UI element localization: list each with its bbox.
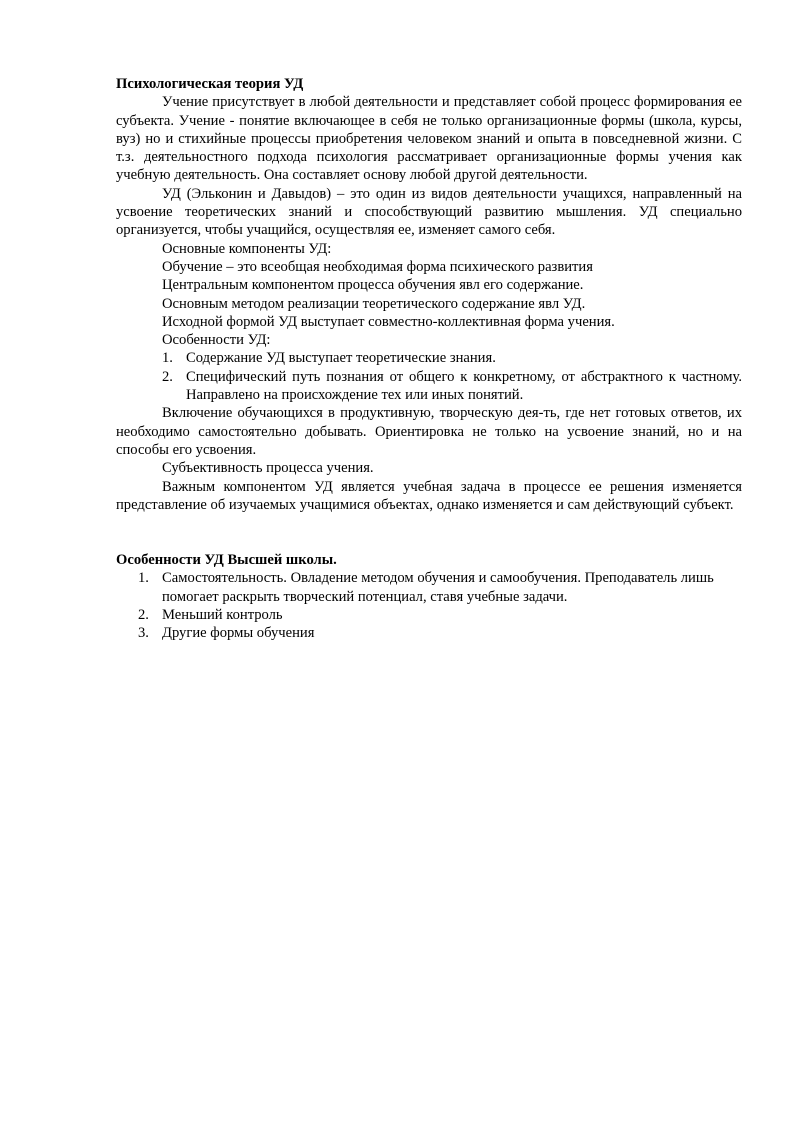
component-line-1: Обучение – это всеобщая необходимая форма психического развития [162,258,593,275]
list-item [116,606,742,624]
higher-school-list [116,569,742,642]
list-item-text: Меньший контроль [162,607,283,624]
list-item [116,368,742,405]
list-item-number: 1. [162,350,173,367]
list-item [116,349,742,367]
component-line-4: Исходной формой УД выступает совместно-коллективная форма учения. [162,313,615,330]
list-item-number: 2. [138,607,149,624]
section-title-higher-school: Особенности УД Высшей школы. [116,552,337,569]
component-line-3: Основным методом реализации теоретического содержание явл УД. [162,295,586,312]
component-line-2: Центральным компонентом процесса обучения явл его содержание. [162,277,584,294]
list-item [116,569,742,606]
list-item-text: Другие формы обучения [162,625,315,642]
paragraph-subjectivity: Субъективность процесса учения. [162,460,374,477]
list-item-text: Самостоятельность. Овладение методом обучения и самообучения. Преподаватель лишь помогает раскрыть творческий потенциал, ставя учебные задачи. [162,570,714,605]
features-list [116,349,742,404]
paragraph-inclusion: Включение обучающихся в продуктивную, творческую дея-ть, где нет готовых ответов, их необходимо самостоятельно добывать. Ориентировка не только на усвоение знаний, но и на способы его усвоения. [116,405,742,458]
components-title: Основные компоненты УД: [162,240,332,257]
list-item-number: 3. [138,625,149,642]
document-page [116,75,742,643]
paragraph-ud-definition: УД (Эльконин и Давыдов) – это один из видов деятельности учащихся, направленный на усвоение теоретических знаний и способствующий развитию мышления. УД специально организуется, чтобы учащийся, осуществляя ее, изменяет самого себя. [116,185,742,239]
list-item-text: Специфический путь познания от общего к конкретному, от абстрактного к частному. Направлено на происхождение тех или иных понятий. [186,368,742,404]
features-title: Особенности УД: [162,332,271,349]
list-item-text: Содержание УД выступает теоретические знания. [186,350,496,367]
list-item-number: 1. [138,570,149,587]
list-item [116,624,742,642]
paragraph-learning-task: Важным компонентом УД является учебная задача в процессе ее решения изменяется представление об изучаемых учащимися объектах, однако изменяется и сам действующий субъект. [116,478,742,513]
paragraph-learning: Учение присутствует в любой деятельности и представляет собой процесс формирования ее субъекта. Учение - понятие включающее в себя не только организационные формы (школа, курсы, вуз) но и стихийные процессы приобретения человеком знаний и опыта в повседневной жизни. С т.з. деятельностного подхода психология рассматривает организационные формы учения как учебную деятельность. Она составляет основу любой другой деятельности. [116,94,742,184]
list-item-number: 2. [162,368,173,385]
section-title-psych-theory: Психологическая теория УД [116,76,304,92]
